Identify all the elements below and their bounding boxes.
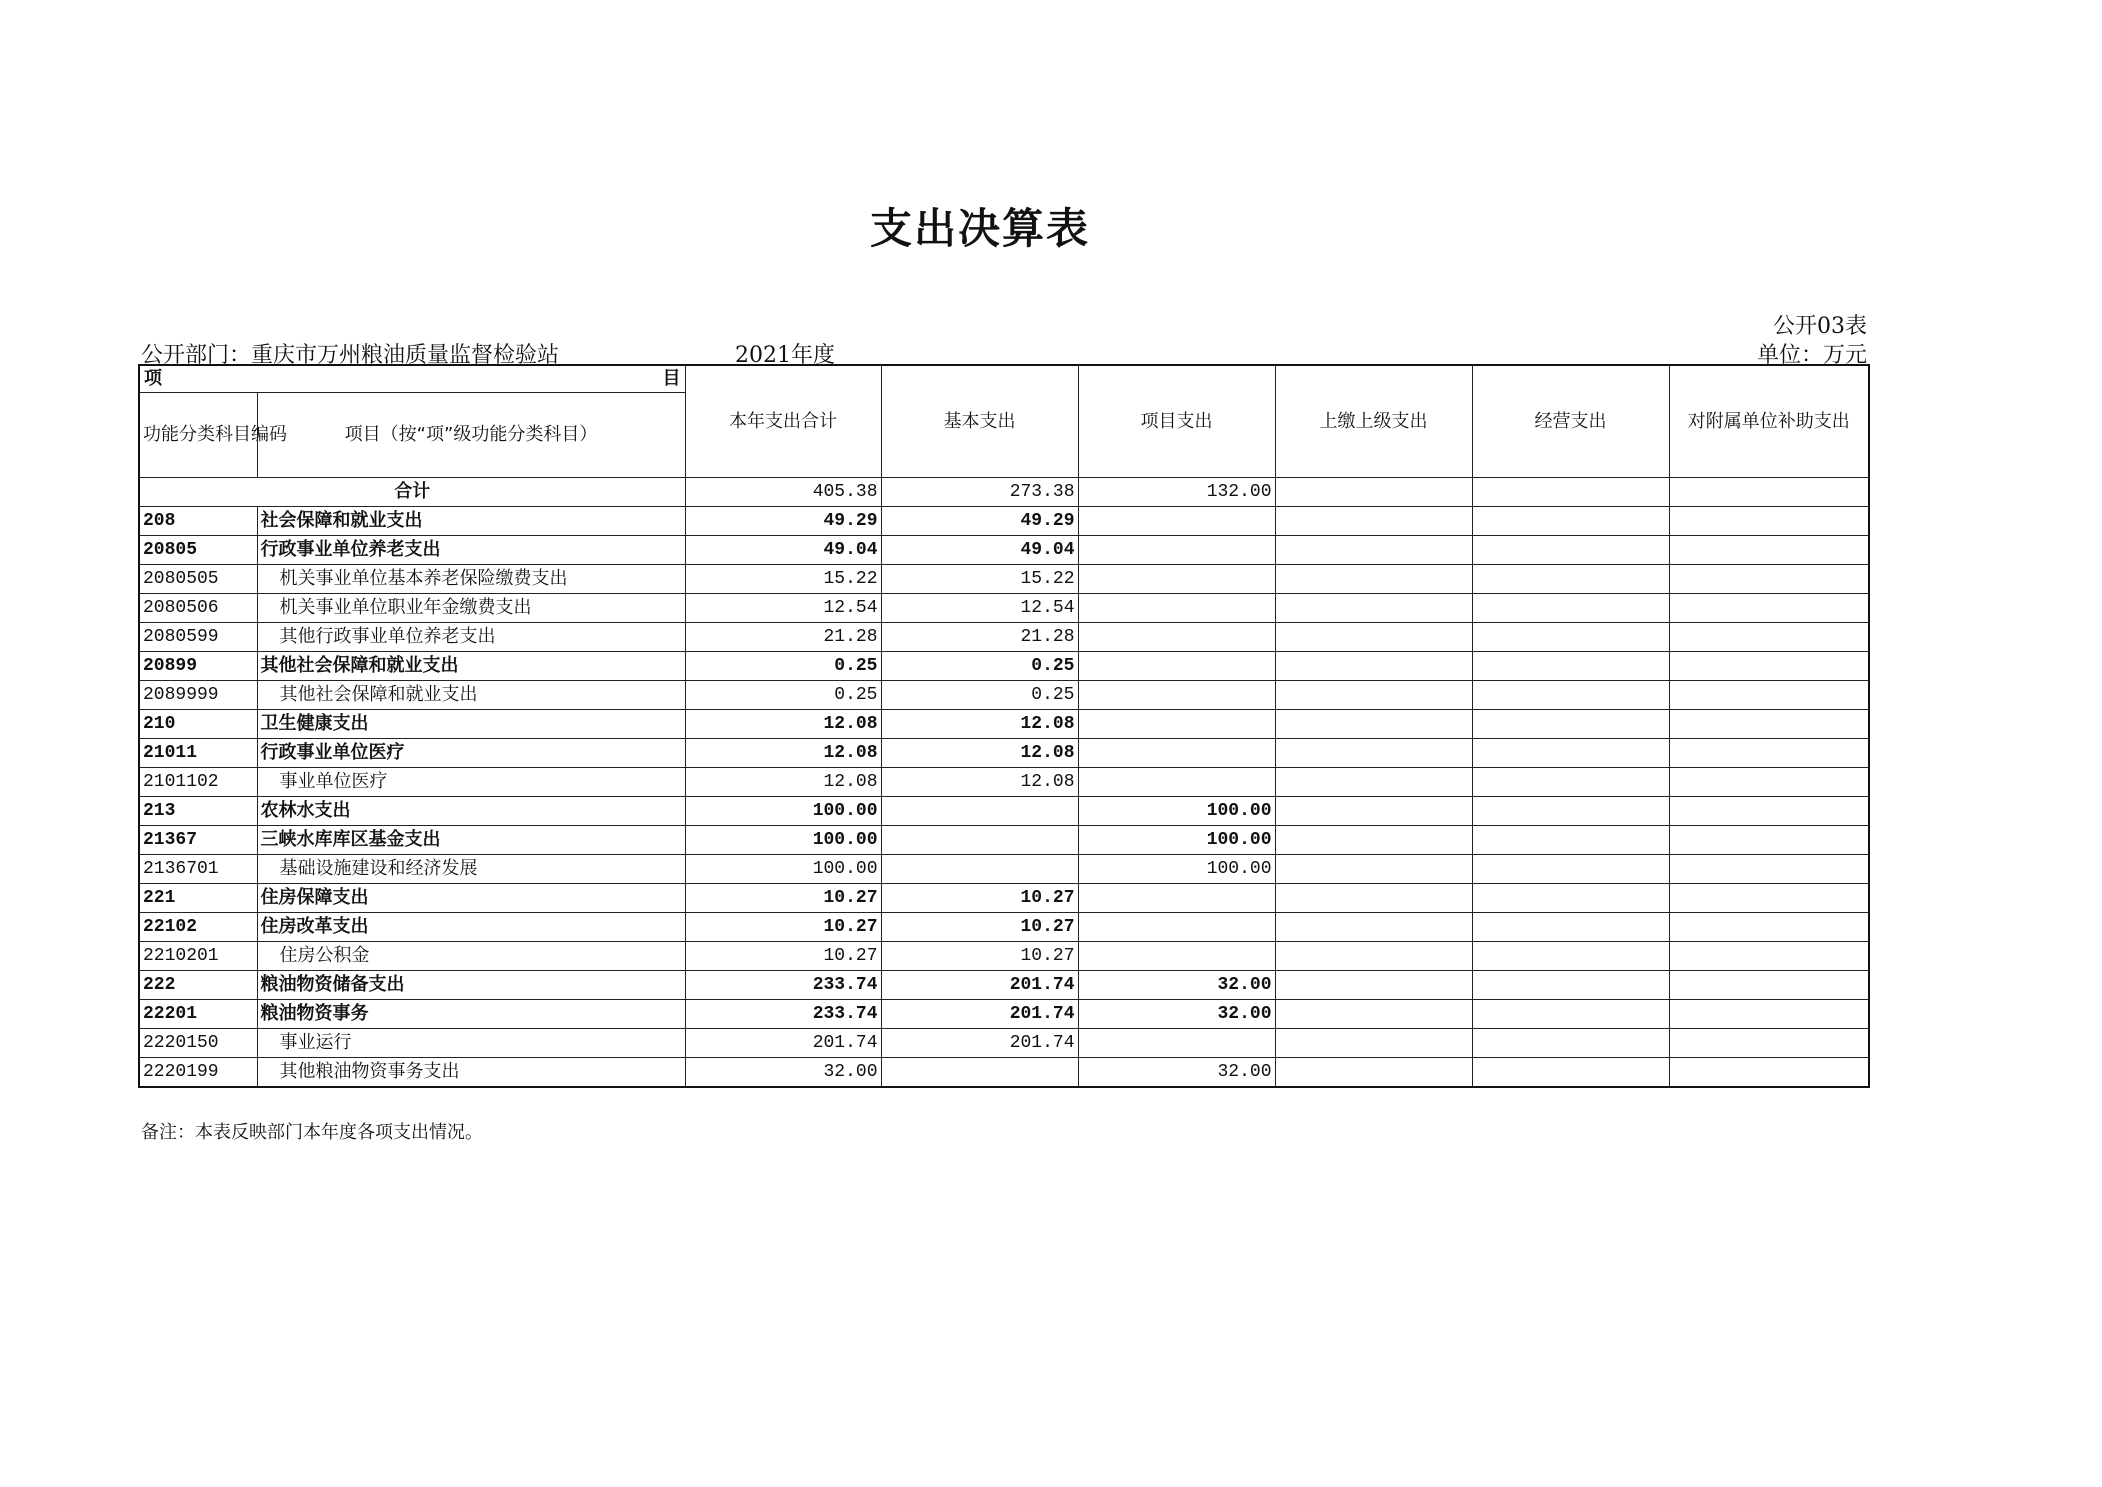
row-value xyxy=(1472,594,1669,623)
total-cell xyxy=(1472,478,1669,507)
row-name: 三峡水库库区基金支出 xyxy=(257,826,685,855)
row-value: 100.00 xyxy=(685,826,881,855)
row-value: 49.04 xyxy=(881,536,1078,565)
table-row xyxy=(139,565,1869,594)
expenditure-table xyxy=(138,364,1870,1088)
row-name: 社会保障和就业支出 xyxy=(257,507,685,536)
row-value: 100.00 xyxy=(1078,797,1275,826)
table-row xyxy=(139,797,1869,826)
row-code: 22102 xyxy=(139,913,257,942)
row-value xyxy=(1472,565,1669,594)
row-value xyxy=(1275,797,1472,826)
row-value xyxy=(1275,507,1472,536)
row-value: 201.74 xyxy=(881,1000,1078,1029)
row-value xyxy=(1669,884,1869,913)
row-value: 21.28 xyxy=(881,623,1078,652)
row-code: 2089999 xyxy=(139,681,257,710)
row-value: 12.08 xyxy=(685,768,881,797)
row-value xyxy=(881,1058,1078,1088)
row-value xyxy=(1275,884,1472,913)
page-title: 支出决算表 xyxy=(869,204,1090,253)
row-value: 12.08 xyxy=(881,768,1078,797)
col-header: 经营支出 xyxy=(1472,365,1669,478)
row-value xyxy=(1275,1058,1472,1088)
row-value: 233.74 xyxy=(685,971,881,1000)
total-cell: 132.00 xyxy=(1078,478,1275,507)
row-value xyxy=(1669,507,1869,536)
row-value: 233.74 xyxy=(685,1000,881,1029)
row-value: 10.27 xyxy=(881,913,1078,942)
row-value xyxy=(1078,710,1275,739)
col-header: 上缴上级支出 xyxy=(1275,365,1472,478)
row-name: 住房改革支出 xyxy=(257,913,685,942)
row-value xyxy=(881,826,1078,855)
row-code: 2080599 xyxy=(139,623,257,652)
table-row xyxy=(139,913,1869,942)
row-value xyxy=(1275,768,1472,797)
row-value xyxy=(1669,913,1869,942)
row-value: 15.22 xyxy=(881,565,1078,594)
row-value xyxy=(1275,1029,1472,1058)
table-row xyxy=(139,826,1869,855)
row-value xyxy=(1275,594,1472,623)
department-label: 公开部门：重庆市万州粮油质量监督检验站 xyxy=(141,343,560,368)
row-value xyxy=(1078,739,1275,768)
row-value xyxy=(1275,623,1472,652)
row-value xyxy=(1078,565,1275,594)
row-value xyxy=(1472,536,1669,565)
row-value: 0.25 xyxy=(685,652,881,681)
row-value: 49.29 xyxy=(685,507,881,536)
row-value: 10.27 xyxy=(685,913,881,942)
row-code: 221 xyxy=(139,884,257,913)
table-row xyxy=(139,507,1869,536)
row-value: 12.54 xyxy=(881,594,1078,623)
row-value xyxy=(1275,536,1472,565)
row-value xyxy=(1472,971,1669,1000)
row-value xyxy=(1472,942,1669,971)
table-row xyxy=(139,1000,1869,1029)
row-value xyxy=(1078,942,1275,971)
row-value xyxy=(1472,1058,1669,1088)
row-value xyxy=(1078,652,1275,681)
table-row xyxy=(139,739,1869,768)
name-header: 项目（按“项”级功能分类科目） xyxy=(257,393,685,478)
row-value xyxy=(1472,1029,1669,1058)
row-value: 100.00 xyxy=(1078,855,1275,884)
row-value xyxy=(1275,855,1472,884)
row-value: 21.28 xyxy=(685,623,881,652)
row-code: 22201 xyxy=(139,1000,257,1029)
total-cell: 273.38 xyxy=(881,478,1078,507)
table-row xyxy=(139,942,1869,971)
row-name: 事业单位医疗 xyxy=(257,768,685,797)
row-value xyxy=(1472,710,1669,739)
row-value: 12.08 xyxy=(881,710,1078,739)
row-value: 12.08 xyxy=(881,739,1078,768)
row-value: 49.29 xyxy=(881,507,1078,536)
row-value xyxy=(1669,971,1869,1000)
table-row xyxy=(139,623,1869,652)
row-value xyxy=(1472,797,1669,826)
table-row xyxy=(139,1058,1869,1088)
row-value: 0.25 xyxy=(685,681,881,710)
row-value: 32.00 xyxy=(1078,1058,1275,1088)
row-value xyxy=(1472,768,1669,797)
table-row xyxy=(139,971,1869,1000)
col-header: 对附属单位补助支出 xyxy=(1669,365,1869,478)
row-value: 201.74 xyxy=(881,971,1078,1000)
row-value xyxy=(1275,942,1472,971)
row-value: 10.27 xyxy=(881,884,1078,913)
table-row xyxy=(139,1029,1869,1058)
row-value: 0.25 xyxy=(881,681,1078,710)
row-value xyxy=(1078,536,1275,565)
row-value xyxy=(1669,942,1869,971)
row-name: 基础设施建设和经济发展 xyxy=(257,855,685,884)
row-code: 213 xyxy=(139,797,257,826)
row-code: 2220150 xyxy=(139,1029,257,1058)
unit-label: 单位：万元 xyxy=(1756,343,1867,368)
row-value xyxy=(1275,710,1472,739)
row-code: 2210201 xyxy=(139,942,257,971)
row-value: 15.22 xyxy=(685,565,881,594)
row-name: 机关事业单位基本养老保险缴费支出 xyxy=(257,565,685,594)
row-name: 行政事业单位养老支出 xyxy=(257,536,685,565)
col-header: 项目支出 xyxy=(1078,365,1275,478)
total-row xyxy=(139,478,1869,507)
row-value xyxy=(1275,971,1472,1000)
row-value xyxy=(1472,507,1669,536)
total-cell xyxy=(1669,478,1869,507)
row-value xyxy=(1472,681,1669,710)
row-value: 12.54 xyxy=(685,594,881,623)
table-row xyxy=(139,681,1869,710)
row-code: 20805 xyxy=(139,536,257,565)
total-label: 合计 xyxy=(139,478,685,507)
row-value xyxy=(881,797,1078,826)
row-value xyxy=(1472,623,1669,652)
row-value xyxy=(1275,739,1472,768)
row-value xyxy=(1078,507,1275,536)
row-code: 21011 xyxy=(139,739,257,768)
row-name: 其他行政事业单位养老支出 xyxy=(257,623,685,652)
row-code: 222 xyxy=(139,971,257,1000)
row-name: 其他社会保障和就业支出 xyxy=(257,652,685,681)
row-value xyxy=(1472,739,1669,768)
row-value: 100.00 xyxy=(685,797,881,826)
total-cell: 405.38 xyxy=(685,478,881,507)
row-value xyxy=(1275,681,1472,710)
row-value xyxy=(1669,768,1869,797)
row-value xyxy=(1472,884,1669,913)
form-number: 公开03表 xyxy=(1773,314,1867,339)
table-row xyxy=(139,884,1869,913)
row-name: 卫生健康支出 xyxy=(257,710,685,739)
row-code: 2136701 xyxy=(139,855,257,884)
row-value xyxy=(1078,768,1275,797)
row-name: 住房保障支出 xyxy=(257,884,685,913)
row-code: 2101102 xyxy=(139,768,257,797)
row-value: 0.25 xyxy=(881,652,1078,681)
row-name: 粮油物资事务 xyxy=(257,1000,685,1029)
row-value: 32.00 xyxy=(1078,1000,1275,1029)
row-value xyxy=(1669,826,1869,855)
row-code: 2080505 xyxy=(139,565,257,594)
row-value xyxy=(1472,855,1669,884)
row-code: 21367 xyxy=(139,826,257,855)
row-name: 农林水支出 xyxy=(257,797,685,826)
table-row xyxy=(139,855,1869,884)
row-value: 100.00 xyxy=(1078,826,1275,855)
row-value xyxy=(1078,594,1275,623)
row-code: 208 xyxy=(139,507,257,536)
row-value: 10.27 xyxy=(881,942,1078,971)
row-value xyxy=(1669,855,1869,884)
row-name: 其他粮油物资事务支出 xyxy=(257,1058,685,1088)
table-row xyxy=(139,652,1869,681)
row-value xyxy=(1669,739,1869,768)
row-value xyxy=(1078,623,1275,652)
table-row xyxy=(139,594,1869,623)
row-value xyxy=(1669,1058,1869,1088)
item-header-left: 项 xyxy=(144,368,162,389)
col-header: 基本支出 xyxy=(881,365,1078,478)
row-value xyxy=(1669,536,1869,565)
table-row xyxy=(139,768,1869,797)
row-name: 粮油物资储备支出 xyxy=(257,971,685,1000)
row-value xyxy=(1275,652,1472,681)
row-value xyxy=(1275,565,1472,594)
row-value xyxy=(1078,1029,1275,1058)
item-header-right: 目 xyxy=(662,368,681,389)
row-value: 49.04 xyxy=(685,536,881,565)
row-value xyxy=(881,855,1078,884)
row-value xyxy=(1078,913,1275,942)
row-value xyxy=(1078,884,1275,913)
table-row xyxy=(139,710,1869,739)
row-value xyxy=(1669,1029,1869,1058)
row-value: 10.27 xyxy=(685,942,881,971)
row-value xyxy=(1669,623,1869,652)
row-value xyxy=(1669,594,1869,623)
row-value: 12.08 xyxy=(685,739,881,768)
row-value xyxy=(1472,913,1669,942)
item-header xyxy=(139,365,685,393)
row-value: 201.74 xyxy=(881,1029,1078,1058)
row-code: 2220199 xyxy=(139,1058,257,1088)
row-name: 行政事业单位医疗 xyxy=(257,739,685,768)
code-header: 功能分类科目编码 xyxy=(139,393,257,478)
row-value xyxy=(1669,681,1869,710)
col-header: 本年支出合计 xyxy=(685,365,881,478)
row-value xyxy=(1669,565,1869,594)
row-code: 210 xyxy=(139,710,257,739)
row-value xyxy=(1078,681,1275,710)
row-value: 12.08 xyxy=(685,710,881,739)
row-value: 100.00 xyxy=(685,855,881,884)
row-value xyxy=(1275,913,1472,942)
row-name: 其他社会保障和就业支出 xyxy=(257,681,685,710)
header-row-top xyxy=(139,365,1869,393)
row-value xyxy=(1472,826,1669,855)
row-value xyxy=(1275,1000,1472,1029)
row-code: 20899 xyxy=(139,652,257,681)
row-value xyxy=(1275,826,1472,855)
row-value: 10.27 xyxy=(685,884,881,913)
table-body xyxy=(139,478,1869,1088)
total-cell xyxy=(1275,478,1472,507)
row-value: 32.00 xyxy=(685,1058,881,1088)
row-value xyxy=(1472,1000,1669,1029)
row-code: 2080506 xyxy=(139,594,257,623)
table-row xyxy=(139,536,1869,565)
row-value: 32.00 xyxy=(1078,971,1275,1000)
row-value xyxy=(1669,710,1869,739)
footnote: 备注：本表反映部门本年度各项支出情况。 xyxy=(141,1122,483,1143)
row-value xyxy=(1669,652,1869,681)
row-value: 201.74 xyxy=(685,1029,881,1058)
row-value xyxy=(1669,1000,1869,1029)
row-value xyxy=(1669,797,1869,826)
row-name: 住房公积金 xyxy=(257,942,685,971)
row-name: 机关事业单位职业年金缴费支出 xyxy=(257,594,685,623)
fiscal-year: 2021年度 xyxy=(735,343,835,368)
row-value xyxy=(1472,652,1669,681)
row-name: 事业运行 xyxy=(257,1029,685,1058)
